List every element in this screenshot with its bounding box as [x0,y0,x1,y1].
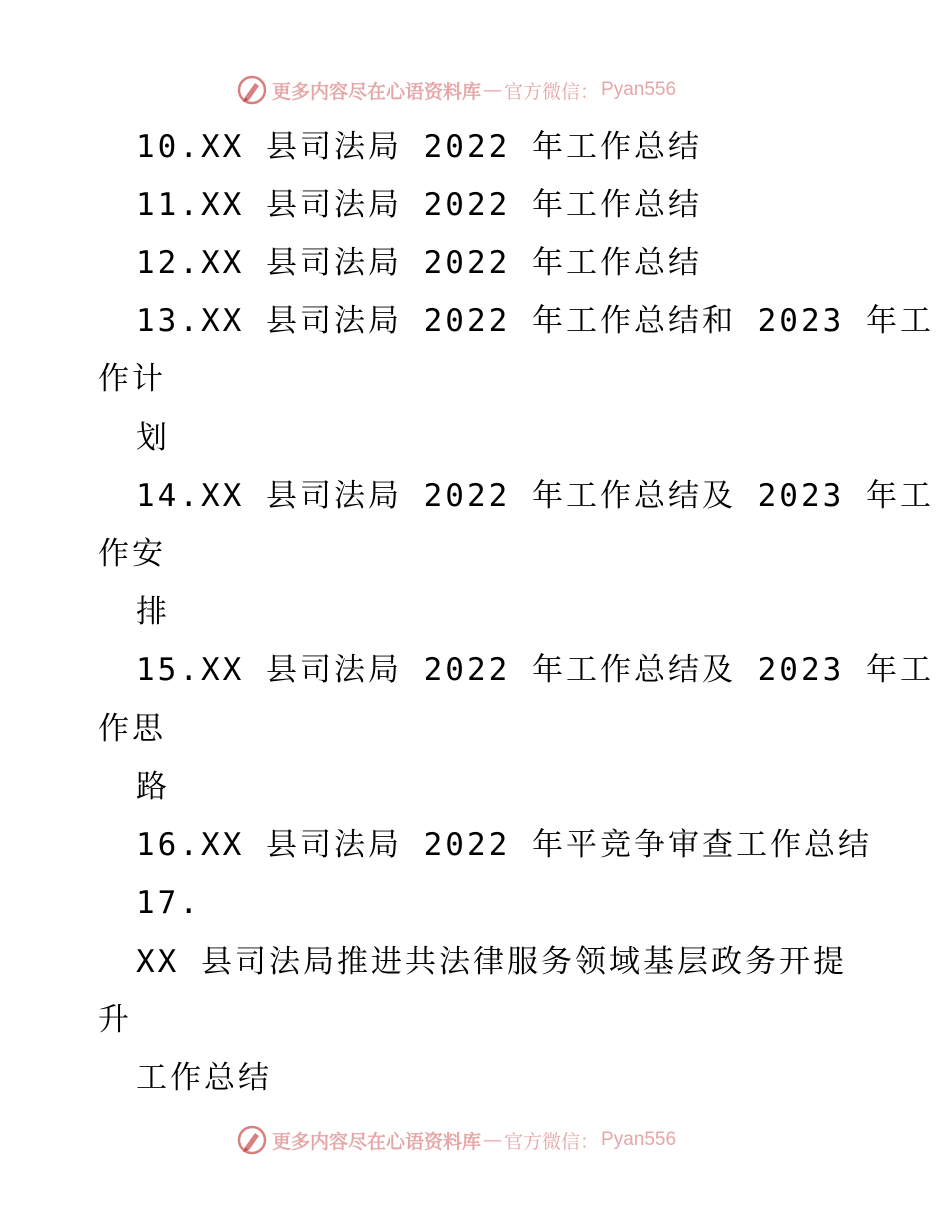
toc-item-17-cont: XX 县司法局推进共法律服务领域基层政务开提 [136,944,847,980]
toc-item-15-cont2: 路 [136,769,170,805]
toc-item-10: 10.XX 县司法局 2022 年工作总结 [136,129,702,165]
toc-item-17-cont3: 工作总结 [136,1060,272,1096]
watermark-wechat-label: 官方微信： [504,80,600,103]
watermark-footer [236,1123,676,1157]
pen-logo-icon [236,1124,268,1156]
watermark-wechat-id: Pyan556 [601,79,677,100]
toc-item-14-cont2: 排 [136,594,170,630]
toc-item-17: 17. [136,885,201,921]
watermark-dash: — [483,79,503,101]
toc-item-11: 11.XX 县司法局 2022 年工作总结 [136,187,702,223]
watermark-header [236,73,676,107]
toc-item-14: 14.XX 县司法局 2022 年工作总结及 2023 年工 [136,478,934,514]
watermark-main-text: 更多内容尽在心语资料库 [272,1130,482,1153]
toc-item-16: 16.XX 县司法局 2022 年平竞争审查工作总结 [136,827,872,863]
watermark-wechat-id: Pyan556 [601,1129,677,1150]
toc-item-13-cont: 作计 [98,361,166,397]
toc-item-13-cont2: 划 [136,420,170,456]
toc-item-13: 13.XX 县司法局 2022 年工作总结和 2023 年工 [136,303,934,339]
toc-item-12: 12.XX 县司法局 2022 年工作总结 [136,245,702,281]
pen-logo-icon [236,74,268,106]
watermark-dash: — [483,1129,503,1151]
toc-item-17-cont2: 升 [98,1002,132,1038]
toc-item-14-cont: 作安 [98,536,166,572]
watermark-main-text: 更多内容尽在心语资料库 [272,80,482,103]
watermark-wechat-label: 官方微信： [504,1130,600,1153]
toc-item-15-cont: 作思 [98,711,166,747]
toc-item-15: 15.XX 县司法局 2022 年工作总结及 2023 年工 [136,652,934,688]
